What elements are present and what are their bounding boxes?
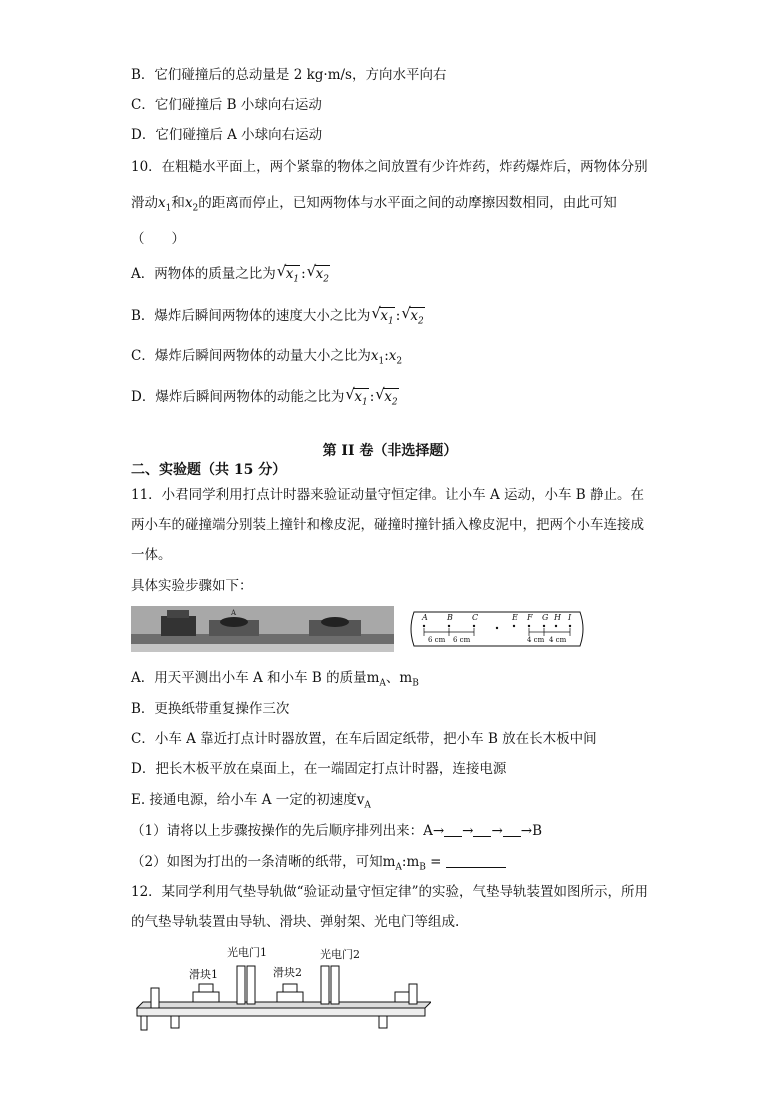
q9-option-b: B．它们碰撞后的总动量是 2 kg·m/s，方向水平向右 [131,67,447,83]
q11-line2: 两小车的碰撞端分别装上撞针和橡皮泥，碰撞时撞针插入橡皮泥中，把两个小车连接成 [131,517,644,533]
q11-steps-intro: 具体实验步骤如下： [131,578,253,594]
q11-step-a: A．用天平测出小车 A 和小车 B 的质量$m_A$、$m_B$ [131,670,419,689]
q10-stem-line1: 10．在粗糙水平面上，两个紧靠的物体之间放置有少许炸药，炸药爆炸后，两物体分别 [131,159,648,175]
part2-title: 第 II 卷（非选择题） [322,443,458,459]
label-slider-1: 滑块1 [189,968,218,981]
tape-label-e: E [512,613,518,622]
tape-label-h: H [554,613,561,622]
answer-blank-3[interactable] [503,824,521,837]
cart-photo [131,606,394,652]
tape-label-c: C [472,613,479,622]
paper-tape-drawing [408,606,588,652]
answer-blank-4[interactable] [446,855,506,868]
q11-line1: 11．小君同学利用打点计时器来验证动量守恒定律。让小车 A 运动，小车 B 静止。在 [131,487,645,503]
q10-option-b: B．爆炸后瞬间两物体的速度大小之比为 √ $x_1$ : √ $x_2$ [131,304,424,327]
q11-sub2: （2）如图为打出的一条清晰的纸带，可知$m_A:m_B$ = [131,852,506,878]
tape-dist-4: 4 cm [549,636,567,644]
air-track-drawing [131,944,431,1034]
q12-line1: 12．某同学利用气垫导轨做“验证动量守恒定律”的实验，气垫导轨装置如图所示，所用 [131,884,648,900]
tape-label-b: B [447,613,453,622]
q9-option-d: D．它们碰撞后 A 小球向右运动 [131,127,323,143]
answer-blank-1[interactable] [444,824,462,837]
cart-photo-drawing [131,606,394,652]
q10-stem-line2: 滑动$x_1$和$x_2$的距离而停止，已知两物体与水平面之间的动摩擦因数相同，由此可知 [131,195,617,214]
tape-label-g: G [542,613,549,622]
tape-label-f: F [527,613,533,622]
label-gate-1: 光电门1 [227,946,267,959]
q12-line2: 的气垫导轨装置由导轨、滑块、弹射架、光电门等组成. [131,914,460,930]
q11-step-c: C．小车 A 靠近打点计时器放置，在车后固定纸带，把小车 B 放在长木板中间 [131,731,597,747]
tape-dist-3: 4 cm [527,636,545,644]
label-slider-2: 滑块2 [273,966,302,979]
label-gate-2: 光电门2 [320,948,360,961]
q10-answer-paren: （ ） [131,231,185,247]
section-title: 二、实验题（共 15 分） [131,462,287,478]
paper-tape-figure [408,606,588,652]
tape-label-i: I [568,613,572,622]
q9-option-c: C．它们碰撞后 B 小球向右运动 [131,97,322,113]
air-track-figure [131,944,431,1034]
q11-step-b: B．更换纸带重复操作三次 [131,701,290,717]
q11-line3: 一体。 [131,547,172,563]
q11-sub1: （1）请将以上步骤按操作的先后顺序排列出来：A→ → → →B [131,823,543,839]
q10-option-a: A．两物体的质量之比为 √ $x_1$ : √ $x_2$ [131,262,330,285]
q10-option-c: C．爆炸后瞬间两物体的动量大小之比为$x_1:x_2$ [131,348,403,367]
q11-step-e: E. 接通电源，给小车 A 一定的初速度$v_A$ [131,792,371,811]
tape-label-a: A [422,613,428,622]
q10-option-d: D．爆炸后瞬间两物体的动能之比为 √ $x_1$ : √ $x_2$ [131,385,398,408]
q11-step-d: D．把长木板平放在桌面上，在一端固定打点计时器，连接电源 [131,761,507,777]
cart-photo-label: A [231,609,237,617]
answer-blank-2[interactable] [473,824,491,837]
tape-dist-2: 6 cm [453,636,471,644]
tape-dist-1: 6 cm [428,636,446,644]
